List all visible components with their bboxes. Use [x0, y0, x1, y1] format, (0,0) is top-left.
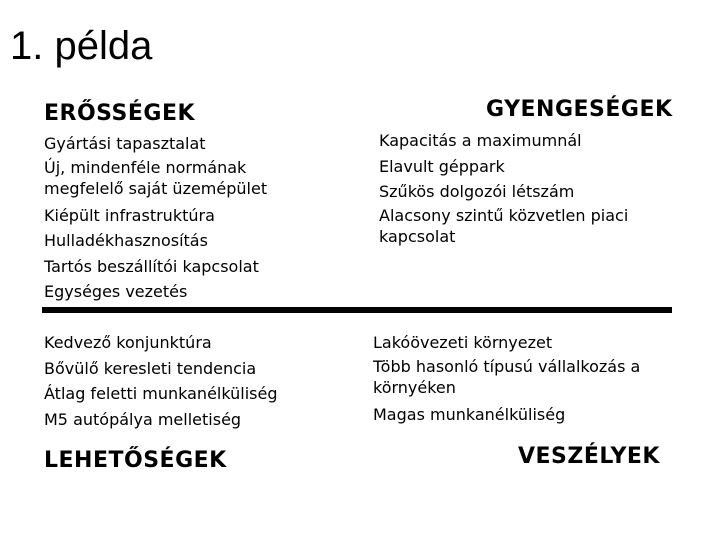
opportunities-list: [44, 330, 344, 432]
quadrant-divider: [42, 307, 672, 313]
list-item: Egységes vezetés: [44, 282, 188, 301]
list-item: Lakóövezeti környezet: [373, 333, 553, 352]
weaknesses-heading: GYENGESÉGEK: [486, 97, 673, 122]
threats-heading: VESZÉLYEK: [518, 444, 660, 469]
list-item: Tartós beszállítói kapcsolat: [44, 256, 259, 276]
list-item: Új, mindenféle normának megfelelő saját üzemépület: [44, 157, 268, 198]
threats-list: [373, 330, 673, 427]
list-item: Elavult géppark: [379, 156, 505, 176]
list-item: Kiépült infrastruktúra: [44, 205, 215, 225]
list-item: Kapacitás a maximumnál: [379, 131, 582, 150]
slide-title: 1. példa: [10, 24, 153, 68]
opportunities-heading: LEHETŐSÉGEK: [44, 448, 227, 473]
weaknesses-list: [379, 128, 679, 251]
list-item: Több hasonló típusú vállalkozás a környéken: [373, 356, 641, 397]
list-item: Gyártási tapasztalat: [44, 134, 206, 153]
strengths-list: [44, 131, 344, 305]
list-item: Hulladékhasznosítás: [44, 231, 208, 250]
list-item: Bővülő keresleti tendencia: [44, 358, 257, 378]
list-item: Magas munkanélküliség: [373, 404, 566, 424]
list-item: Kedvező konjunktúra: [44, 333, 212, 352]
list-item: Alacsony szintű közvetlen piaci kapcsolat: [379, 205, 629, 246]
list-item: Szűkös dolgozói létszám: [379, 182, 575, 201]
list-item: M5 autópálya melletiség: [44, 409, 242, 429]
strengths-heading: ERŐSSÉGEK: [44, 101, 196, 126]
list-item: Átlag feletti munkanélküliség: [44, 384, 278, 403]
